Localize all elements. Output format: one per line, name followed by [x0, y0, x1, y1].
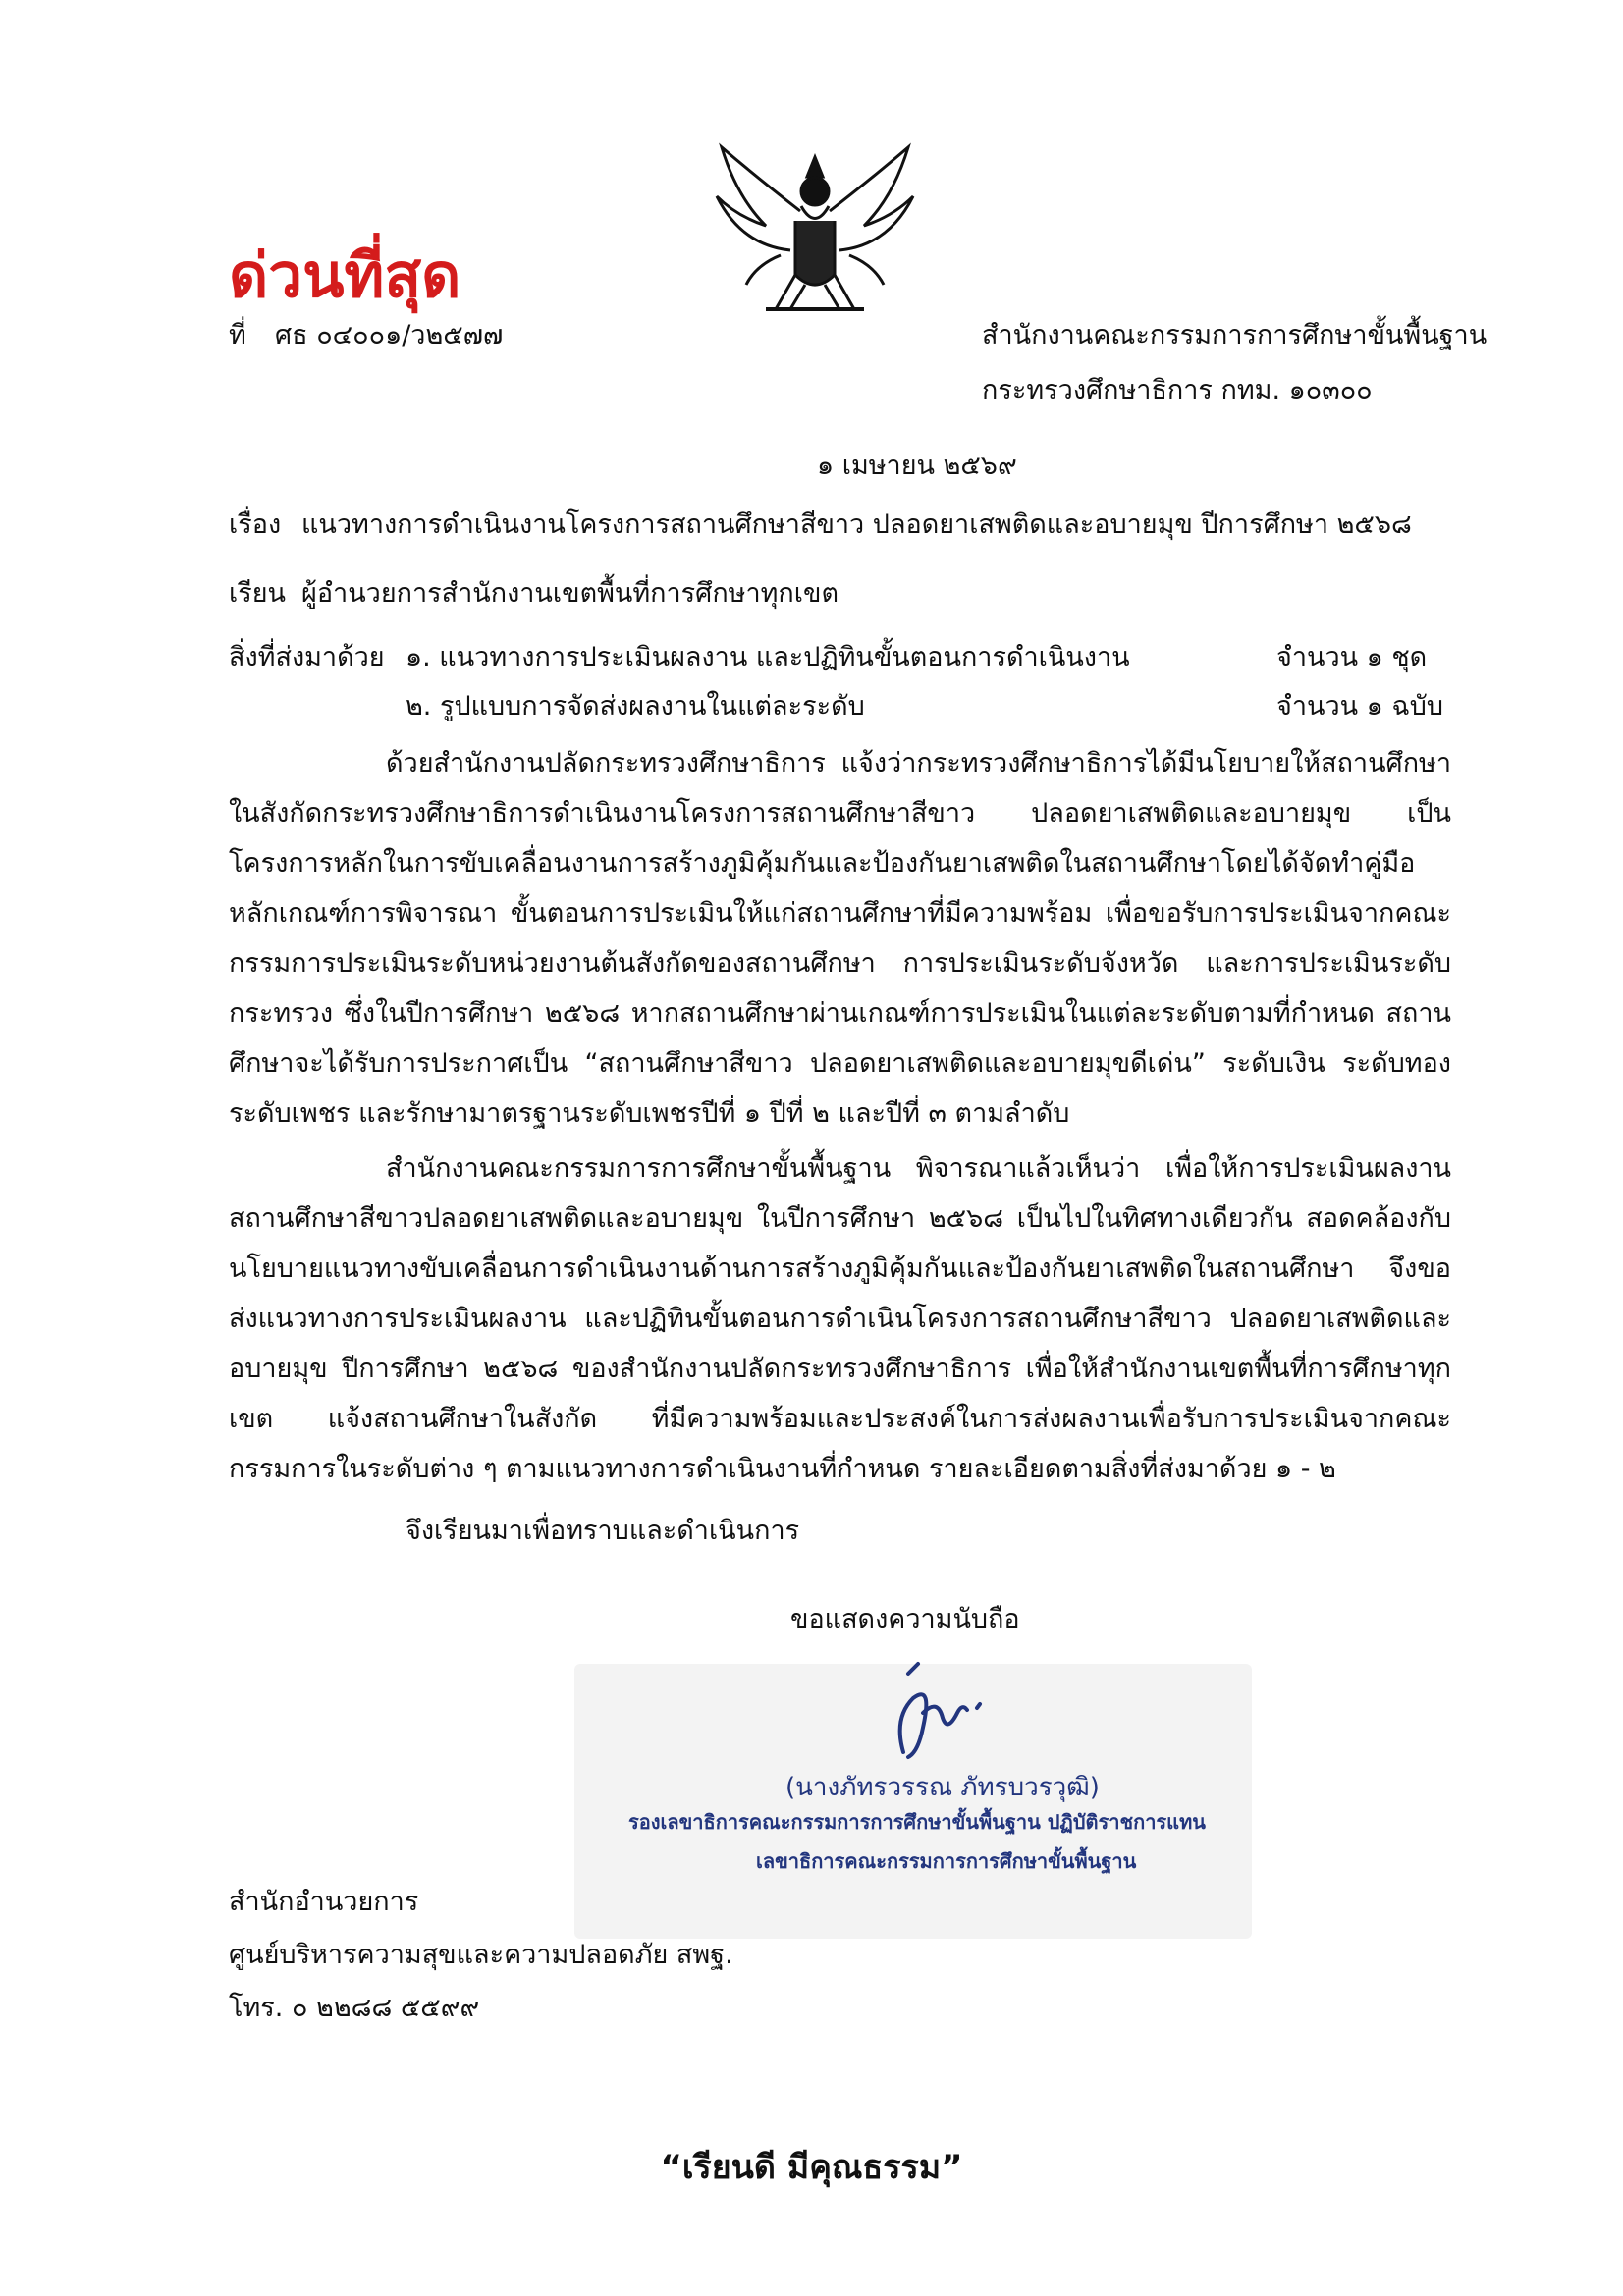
to-label: เรียน — [229, 578, 287, 609]
enclosure-item: ๒. รูปแบบการจัดส่งผลงานในแต่ละระดับ — [406, 691, 865, 721]
body-paragraph-2: สำนักงานคณะกรรมการการศึกษาขั้นพื้นฐาน พิจารณาแล้วเห็นว่า เพื่อให้การประเมินผลงานสถานศึกษาสีขาวปลอดยาเสพติดและอบายมุข ในปีการศึกษา ๒๕๖๘ เป็นไปในทิศทางเดียวกัน สอดคล้องกับนโยบายแนวทางขับเคลื่อนการดำเนินงานด้านการสร้างภูมิคุ้มกันและป้องกันยาเสพติดในสถานศึกษา จึงขอส่งแนวทางการประเมินผลงาน และปฏิทินขั้นตอนการดำเนินโครงการสถานศึกษาสีขาว ปลอดยาเสพติดและอบายมุข ปีการศึกษา ๒๕๖๘ ของสำนักงานปลัดกระทรวงศึกษาธิการ เพื่อให้สำนักงานเขตพื้นที่การศึกษาทุกเขต แจ้งสถานศึกษาในสังกัด ที่มีความพร้อมและประสงค์ในการส่งผลงานเพื่อรับการประเมินจากคณะกรรมการในระดับต่าง ๆ ตามแนวทางการดำเนินงานที่กำหนด รายละเอียดตามสิ่งที่ส่งมาด้วย ๑ - ๒ — [229, 1153, 1451, 1484]
letter-date: ๑ เมษายน ๒๕๖๙ — [817, 451, 1017, 481]
ref-label: ที่ — [229, 320, 246, 350]
garuda-emblem-icon — [697, 137, 933, 334]
footer-motto: “เรียนดี มีคุณธรรม” — [660, 2148, 963, 2187]
office-address: กระทรวงศึกษาธิการ กทม. ๑๐๓๐๐ — [982, 375, 1373, 405]
subject-label: เรื่อง — [229, 509, 282, 540]
body-paragraph-1: ด้วยสำนักงานปลัดกระทรวงศึกษาธิการ แจ้งว่ากระทรวงศึกษาธิการได้มีนโยบายให้สถานศึกษาในสังกัดกระทรวงศึกษาธิการดำเนินงานโครงการสถานศึกษาสีขาว ปลอดยาเสพติดและอบายมุข เป็นโครงการหลักในการขับเคลื่อนงานการสร้างภูมิคุ้มกันและป้องกันยาเสพติดในสถานศึกษาโดยได้จัดทำคู่มือ หลักเกณฑ์การพิจารณา ขั้นตอนการประเมินให้แก่สถานศึกษาที่มีความพร้อม เพื่อขอรับการประเมินจากคณะกรรมการประเมินระดับหน่วยงานต้นสังกัดของสถานศึกษา การประเมินระดับจังหวัด และการประเมินระดับกระทรวง ซึ่งในปีการศึกษา ๒๕๖๘ หากสถานศึกษาผ่านเกณฑ์การประเมินในแต่ละระดับตามที่กำหนด สถานศึกษาจะได้รับการประกาศเป็น “สถานศึกษาสีขาว ปลอดยาเสพติดและอบายมุขดีเด่น” ระดับเงิน ระดับทอง ระดับเพชร และรักษามาตรฐานระดับเพชรปีที่ ๑ ปีที่ ๒ และปีที่ ๓ ตามลำดับ — [229, 748, 1451, 1129]
signatory-position: รองเลขาธิการคณะกรรมการการศึกษาขั้นพื้นฐาน ปฏิบัติราชการแทน — [628, 1810, 1206, 1834]
signatory-name: (นางภัทรวรรณ ภัทรบวรวุฒิ) — [785, 1773, 1100, 1802]
contact-phone: โทร. ๐ ๒๒๘๘ ๕๕๙๙ — [229, 1993, 480, 2023]
handwritten-signature — [864, 1659, 1001, 1767]
signatory-position-2: เลขาธิการคณะกรรมการการศึกษาขั้นพื้นฐาน — [756, 1849, 1137, 1873]
enclosures-label: สิ่งที่ส่งมาด้วย — [229, 642, 385, 672]
subject-text: แนวทางการดำเนินงานโครงการสถานศึกษาสีขาว ปลอดยาเสพติดและอบายมุข ปีการศึกษา ๒๕๖๘ — [301, 509, 1412, 540]
ref-number: ศธ ๐๔๐๐๑/ว๒๕๗๗ — [275, 320, 504, 350]
enclosure-qty: จำนวน ๑ ชุด — [1276, 642, 1428, 672]
salutation: ขอแสดงความนับถือ — [790, 1604, 1020, 1634]
enclosure-qty: จำนวน ๑ ฉบับ — [1276, 691, 1444, 721]
urgency-heading: ด่วนที่สุด — [229, 240, 461, 311]
contact-department: สำนักอำนวยการ — [229, 1887, 419, 1917]
closing-line: จึงเรียนมาเพื่อทราบและดำเนินการ — [406, 1516, 800, 1546]
office-name: สำนักงานคณะกรรมการการศึกษาขั้นพื้นฐาน — [982, 320, 1488, 350]
to-text: ผู้อำนวยการสำนักงานเขตพื้นที่การศึกษาทุกเขต — [301, 578, 839, 609]
enclosure-item: ๑. แนวทางการประเมินผลงาน และปฏิทินขั้นตอนการดำเนินงาน — [406, 642, 1130, 672]
contact-unit: ศูนย์บริหารความสุขและความปลอดภัย สพฐ. — [229, 1940, 733, 1970]
